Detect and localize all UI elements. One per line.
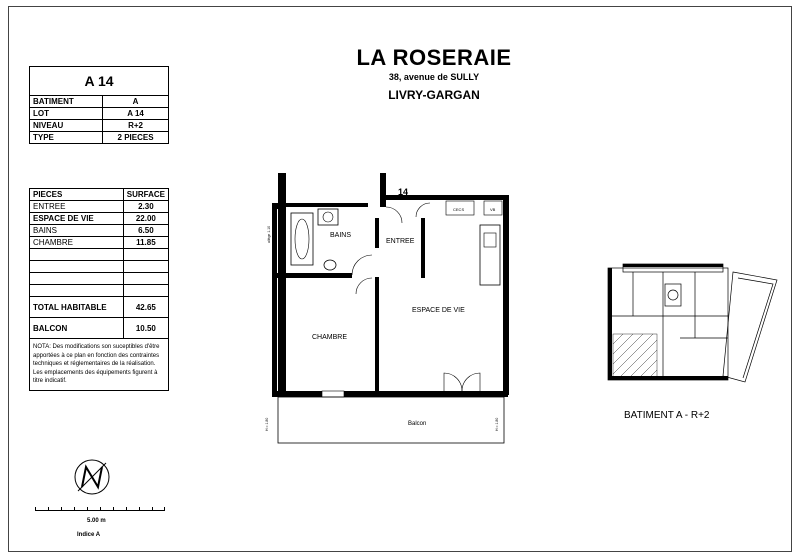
label-vb: VB — [490, 207, 496, 212]
window-door-right — [462, 373, 480, 391]
label-entree: ENTREE — [386, 238, 415, 245]
total-value: 42.65 — [123, 297, 168, 318]
total-label: TOTAL HABITABLE — [30, 297, 124, 318]
scale-tick — [87, 507, 88, 511]
room-label: ESPACE DE VIE — [30, 213, 124, 225]
balcon-label: BALCON — [30, 318, 124, 339]
wall-bains-bottom — [277, 273, 352, 278]
height-left: H = 1.80 — [265, 417, 269, 431]
scale-tick — [152, 507, 153, 511]
window-door-left — [444, 373, 462, 391]
room-surface: 11.85 — [123, 237, 168, 249]
info-value: R+2 — [103, 120, 169, 132]
indice-label: Indice A — [77, 532, 101, 538]
hatched-lot — [613, 334, 657, 378]
scale-tick — [100, 507, 101, 511]
scale-tick — [126, 507, 127, 511]
info-label: LOT — [30, 108, 103, 120]
note-text: NOTA: Des modifications son suceptibles d'être apportées à ce plan en fonction des contraintes techniques et réglementaires de la réalisation. Les emplacements des équipements figurent à titre indicatif. — [30, 339, 169, 391]
outer-wall-bottom — [608, 376, 728, 380]
wall-entree-left — [375, 218, 379, 248]
window-chambre — [322, 391, 344, 397]
bathtub — [291, 213, 313, 265]
scale-tick — [61, 507, 62, 511]
empty-cell — [123, 261, 168, 273]
floor-plan — [258, 173, 523, 448]
lift — [668, 290, 678, 300]
info-label: TYPE — [30, 132, 103, 144]
info-value: A — [103, 96, 169, 108]
room-surface: 22.00 — [123, 213, 168, 225]
building-minimap — [605, 258, 785, 388]
label-balcon: Balcon — [408, 421, 427, 427]
wall-right — [503, 195, 509, 395]
wall-left — [272, 209, 277, 395]
scale-tick — [113, 507, 114, 511]
toilet — [324, 260, 336, 270]
surface-header: SURFACE — [123, 189, 168, 201]
balcon-value: 10.50 — [123, 318, 168, 339]
empty-cell — [123, 273, 168, 285]
info-value: 2 PIECES — [103, 132, 169, 144]
outer-wall-top — [623, 264, 723, 267]
scale-label: 5.00 m — [87, 518, 106, 524]
room-label: BAINS — [30, 225, 124, 237]
allege-label: allège 1.10 — [267, 225, 271, 243]
building-wing — [723, 272, 777, 382]
scale-tick — [164, 507, 165, 511]
sink — [318, 209, 338, 225]
bathtub-basin — [295, 219, 309, 259]
label-bains: BAINS — [330, 232, 352, 239]
empty-cell — [123, 249, 168, 261]
balcony-outline — [278, 397, 504, 443]
label-espace-de-vie: ESPACE DE VIE — [412, 307, 465, 314]
outer-wall-left — [608, 268, 612, 380]
wall-bottom — [272, 391, 508, 397]
room-label: CHAMBRE — [30, 237, 124, 249]
door-entrance — [386, 207, 402, 223]
kitchen-counter — [480, 225, 500, 285]
door-chambre — [356, 278, 372, 294]
project-city: LIVRY-GARGAN — [388, 88, 480, 102]
info-value: A 14 — [103, 108, 169, 120]
pieces-header: PIECES — [30, 189, 124, 201]
empty-cell — [30, 261, 124, 273]
scale-tick — [139, 507, 140, 511]
empty-cell — [123, 285, 168, 297]
door-bains — [352, 255, 372, 275]
scale-tick — [35, 507, 36, 511]
door-espace — [416, 203, 430, 217]
label-cecs: CECS — [453, 207, 465, 212]
project-address: 38, avenue de SULLY — [388, 72, 480, 82]
building-level-label: BATIMENT A - R+2 — [624, 410, 710, 421]
project-title: LA ROSERAIE — [356, 45, 512, 70]
wall-top-mid — [380, 173, 386, 207]
north-arrow-icon — [72, 457, 112, 497]
empty-cell — [30, 273, 124, 285]
wing-inner — [738, 278, 773, 378]
surface-table — [29, 188, 169, 391]
lot-info-table — [29, 66, 169, 144]
wall-top-left — [278, 203, 368, 207]
room-surface: 2.30 — [123, 201, 168, 213]
wall-chambre-right — [375, 277, 379, 393]
info-label: BATIMENT — [30, 96, 103, 108]
scale-line — [35, 510, 165, 517]
building-outline — [608, 268, 728, 380]
info-label: NIVEAU — [30, 120, 103, 132]
room-label: ENTREE — [30, 201, 124, 213]
empty-cell — [30, 285, 124, 297]
header — [309, 45, 559, 102]
label-chambre: CHAMBRE — [312, 334, 348, 341]
room-surface: 6.50 — [123, 225, 168, 237]
kitchen-sink — [484, 233, 496, 247]
walls — [272, 173, 509, 397]
sink-basin — [323, 212, 333, 222]
scale-tick — [74, 507, 75, 511]
wall-entree-right — [421, 218, 425, 278]
lot-number: 14 — [398, 187, 409, 197]
stair-core — [665, 284, 681, 306]
height-right: H = 1.80 — [495, 417, 499, 431]
empty-cell — [30, 249, 124, 261]
lot-title: A 14 — [30, 67, 169, 96]
scale-tick — [48, 507, 49, 511]
